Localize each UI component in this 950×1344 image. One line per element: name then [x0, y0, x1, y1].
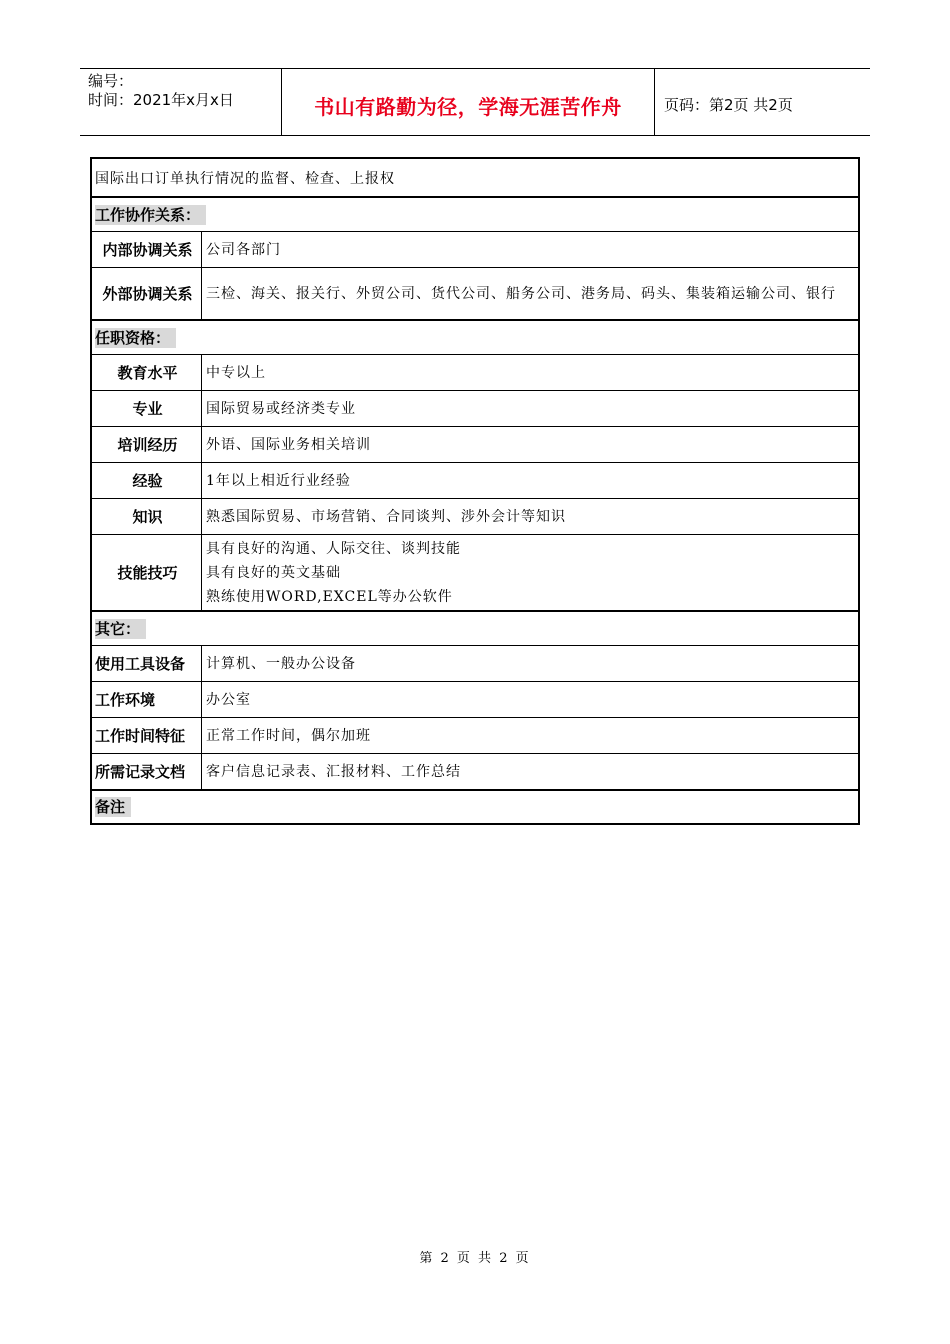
table-row — [92, 354, 858, 390]
header-meta — [88, 72, 234, 110]
section-heading-qualifications: 任职资格： — [95, 328, 176, 348]
skills-value — [202, 535, 858, 610]
tools-value: 计算机、一般办公设备 — [206, 655, 356, 672]
header-motto: 书山有路勤为径，学海无涯苦作舟 — [314, 95, 622, 119]
experience-value: 1年以上相近行业经验 — [206, 472, 351, 489]
environment-label: 工作环境 — [92, 682, 202, 717]
table-row — [92, 426, 858, 462]
internal-relations-label: 内部协调关系 — [92, 232, 202, 267]
section-row — [92, 319, 858, 354]
date-line: 时间：2021年x月x日 — [88, 91, 234, 109]
major-value: 国际贸易或经济类专业 — [206, 400, 356, 417]
table-row — [92, 159, 858, 196]
code-label: 编号： — [88, 72, 134, 90]
table-row — [92, 681, 858, 717]
table-row — [92, 390, 858, 426]
records-label: 所需记录文档 — [92, 754, 202, 789]
job-description-table — [90, 157, 860, 825]
work-time-value: 正常工作时间，偶尔加班 — [206, 727, 371, 744]
skill-line: 熟练使用WORD,EXCEL等办公软件 — [206, 589, 453, 605]
records-value: 客户信息记录表、汇报材料、工作总结 — [206, 763, 461, 780]
knowledge-label: 知识 — [92, 499, 202, 534]
section-row — [92, 610, 858, 645]
internal-relations-value: 公司各部门 — [206, 241, 281, 258]
environment-value: 办公室 — [206, 691, 251, 708]
table-row — [92, 717, 858, 753]
experience-label: 经验 — [92, 463, 202, 498]
skills-label: 技能技巧 — [92, 535, 202, 610]
remarks-label: 备注 — [95, 797, 131, 817]
education-label: 教育水平 — [92, 355, 202, 390]
section-row — [92, 789, 858, 823]
header-divider — [654, 69, 655, 136]
skill-line: 具有良好的沟通、人际交往、谈判技能 — [206, 541, 461, 557]
training-value: 外语、国际业务相关培训 — [206, 436, 371, 453]
duty-line: 国际出口订单执行情况的监督、检查、上报权 — [95, 170, 395, 187]
external-relations-label: 外部协调关系 — [92, 268, 202, 319]
major-label: 专业 — [92, 391, 202, 426]
table-row — [92, 231, 858, 267]
training-label: 培训经历 — [92, 427, 202, 462]
table-row — [92, 267, 858, 319]
table-row — [92, 753, 858, 789]
page-footer: 第 2 页 共 2 页 — [419, 1251, 531, 1266]
table-row — [92, 498, 858, 534]
section-heading-collaboration: 工作协作关系： — [95, 205, 206, 225]
external-relations-value: 三检、海关、报关行、外贸公司、货代公司、船务公司、港务局、码头、集装箱运输公司、银行 — [206, 285, 836, 302]
education-value: 中专以上 — [206, 364, 266, 381]
skill-line: 具有良好的英文基础 — [206, 565, 341, 581]
section-heading-other: 其它： — [95, 619, 146, 639]
header-page-info: 页码：第2页 共2页 — [664, 96, 793, 114]
table-row — [92, 645, 858, 681]
page-header — [80, 68, 870, 136]
table-row — [92, 534, 858, 610]
work-time-label: 工作时间特征 — [92, 718, 202, 753]
knowledge-value: 熟悉国际贸易、市场营销、合同谈判、涉外会计等知识 — [206, 508, 566, 525]
section-row — [92, 196, 858, 231]
table-row — [92, 462, 858, 498]
tools-label: 使用工具设备 — [92, 646, 202, 681]
